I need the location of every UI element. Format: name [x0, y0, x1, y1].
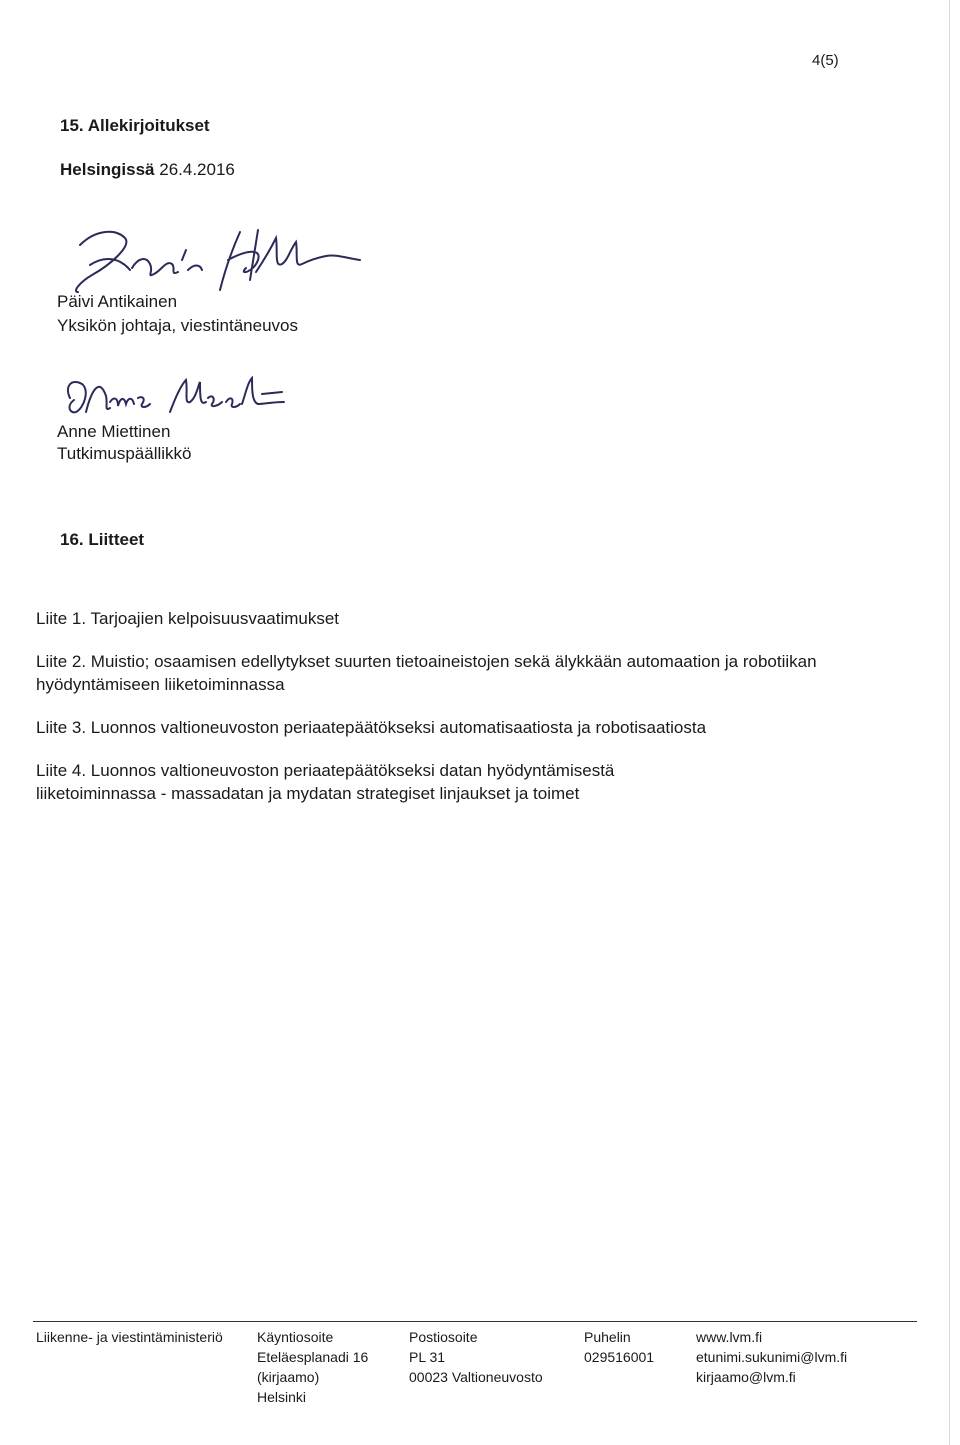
signer-2-title: Tutkimuspäällikkö [57, 444, 192, 463]
signature-miettinen [50, 368, 290, 428]
footer-postal-box: PL 31 [409, 1349, 446, 1365]
signer-2-name: Anne Miettinen [57, 422, 171, 441]
signature-antikainen [50, 220, 370, 300]
attachment-item: Liite 4. Luonnos valtioneuvoston periaatepäätökseksi datan hyödyntämisestä liiketoiminnassa - massadatan ja mydatan strategiset linjaukset ja toimet [36, 761, 615, 803]
signer-1-title: Yksikön johtaja, viestintäneuvos [57, 316, 298, 335]
attachment-item: Liite 3. Luonnos valtioneuvoston periaatepäätökseksi automatisaatiosta ja robotisaatiosta [36, 718, 707, 737]
signer-1-name: Päivi Antikainen [57, 292, 178, 311]
footer-visiting-address-column [257, 1327, 368, 1407]
footer-visiting-label: Käyntiosoite [257, 1329, 334, 1345]
footer-organization: Liikenne- ja viestintäministeriö [36, 1329, 223, 1345]
footer-postal-code: 00023 Valtioneuvosto [409, 1369, 543, 1385]
attachments-heading: 16. Liitteet [60, 530, 145, 549]
footer-organization-column [36, 1327, 223, 1347]
attachments-list [36, 607, 896, 805]
signatures-heading: 15. Allekirjoitukset [60, 116, 210, 135]
footer-visiting-street: Eteläesplanadi 16 [257, 1349, 369, 1365]
page-edge-line [949, 0, 950, 1445]
footer-email-pattern: etunimi.sukunimi@lvm.fi [696, 1349, 848, 1365]
footer-phone-label: Puhelin [584, 1329, 631, 1345]
attachment-item: Liite 1. Tarjoajien kelpoisuusvaatimukset [36, 609, 340, 628]
page-number: 4(5) [812, 52, 839, 69]
footer-phone-column [584, 1327, 654, 1367]
place-date-line [60, 160, 235, 180]
footer-website: www.lvm.fi [696, 1329, 763, 1345]
footer-visiting-note: (kirjaamo) [257, 1369, 320, 1385]
signing-date: 26.4.2016 [159, 160, 235, 179]
footer-divider [33, 1321, 917, 1322]
place-label: Helsingissä [60, 160, 155, 179]
footer-phone-number: 029516001 [584, 1349, 655, 1365]
footer-postal-address-column [409, 1327, 543, 1387]
footer-postal-label: Postiosoite [409, 1329, 478, 1345]
footer-registry-email: kirjaamo@lvm.fi [696, 1369, 796, 1385]
footer-visiting-city: Helsinki [257, 1389, 307, 1405]
footer-web-column [696, 1327, 847, 1387]
attachment-item: Liite 2. Muistio; osaamisen edellytykset suurten tietoaineistojen sekä älykkään automaation ja robotiikan hyödyntämiseen liiketoiminnassa [36, 652, 817, 694]
